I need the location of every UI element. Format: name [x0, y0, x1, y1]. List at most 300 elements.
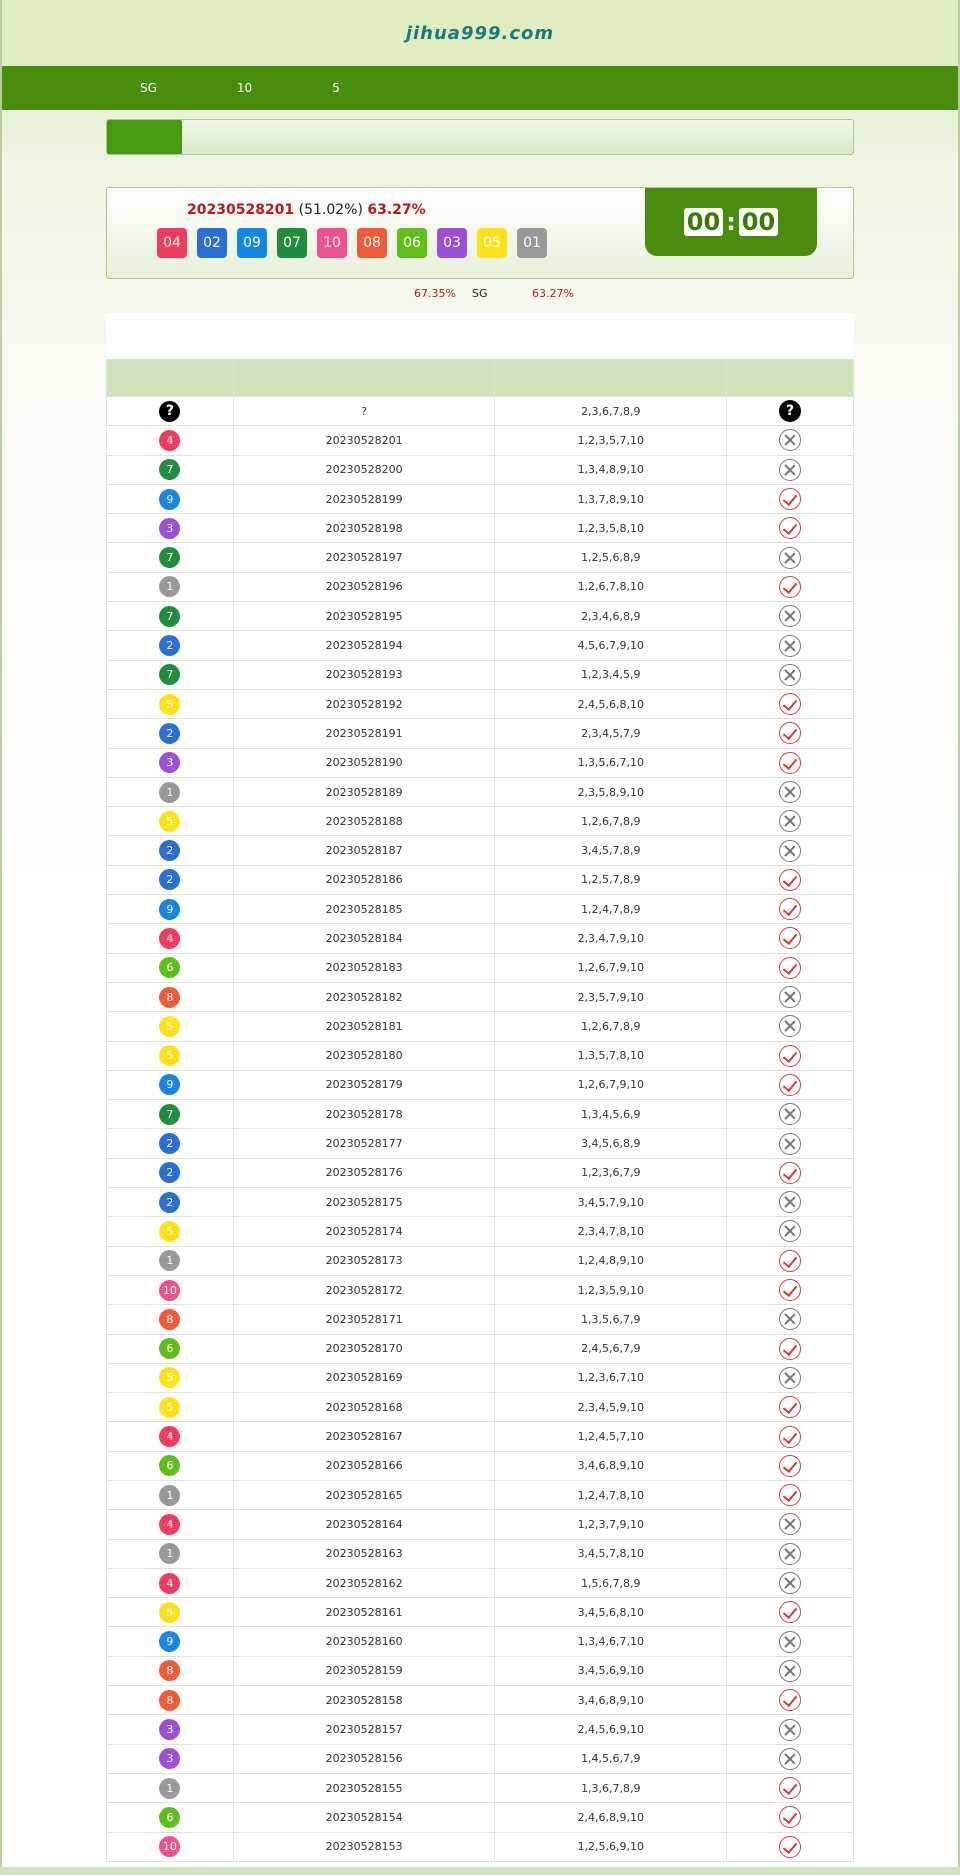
nav-item-sg[interactable]: SG: [140, 81, 157, 95]
check-icon: [779, 1426, 801, 1448]
row-plan-cell: 1,3,5,7,8,10: [495, 1041, 727, 1070]
row-number-cell: [107, 660, 234, 689]
header-plan: [495, 360, 727, 397]
row-plan-cell: 1,3,5,6,7,10: [495, 748, 727, 777]
number-badge: 9: [159, 1631, 180, 1652]
check-icon: [779, 927, 801, 949]
result-ball: 08: [357, 228, 387, 258]
table-row: [107, 953, 854, 982]
row-issue-cell: 20230528186: [233, 865, 495, 894]
timer-minutes: 00: [684, 208, 723, 236]
unknown-number-badge: ?: [159, 401, 180, 422]
row-result-cell: [727, 484, 854, 513]
number-badge: 6: [159, 1338, 180, 1359]
cross-icon: [779, 840, 801, 862]
row-result-cell: [727, 1598, 854, 1627]
cross-icon: [779, 1543, 801, 1565]
result-ball: 07: [277, 228, 307, 258]
row-issue-cell: 20230528176: [233, 1158, 495, 1187]
tab-7[interactable]: [555, 120, 630, 154]
row-plan-cell: 1,2,6,7,8,10: [495, 572, 727, 601]
row-result-cell: [727, 1129, 854, 1158]
row-issue-cell: 20230528180: [233, 1041, 495, 1070]
row-result-cell: [727, 572, 854, 601]
row-plan-cell: 3,4,5,7,9,10: [495, 1188, 727, 1217]
row-number-cell: [107, 1832, 234, 1861]
number-badge: 3: [159, 1748, 180, 1769]
row-number-cell: [107, 865, 234, 894]
row-plan-cell: 1,2,4,7,8,10: [495, 1480, 727, 1509]
number-badge: 1: [159, 1778, 180, 1799]
row-issue-cell: 20230528197: [233, 543, 495, 572]
cross-icon: [779, 1103, 801, 1125]
table-row: [107, 1070, 854, 1099]
row-issue-cell: 20230528196: [233, 572, 495, 601]
tab-3[interactable]: [256, 120, 331, 154]
table-row: [107, 1539, 854, 1568]
row-issue-cell: 20230528191: [233, 719, 495, 748]
number-badge: 3: [159, 1719, 180, 1740]
cross-icon: [779, 1572, 801, 1594]
row-result-cell: [727, 631, 854, 660]
check-icon: [779, 722, 801, 744]
number-badge: 9: [159, 1074, 180, 1095]
row-result-cell: [727, 1422, 854, 1451]
row-issue-cell: 20230528171: [233, 1305, 495, 1334]
row-result-cell: [727, 514, 854, 543]
number-badge: 9: [159, 489, 180, 510]
row-number-cell: [107, 1686, 234, 1715]
row-number-cell: [107, 1305, 234, 1334]
countdown-timer: [645, 188, 817, 256]
number-badge: 4: [159, 1514, 180, 1535]
row-issue-cell: 20230528188: [233, 807, 495, 836]
table-row: [107, 748, 854, 777]
table-row: [107, 1393, 854, 1422]
number-badge: 5: [159, 811, 180, 832]
row-result-cell: [727, 982, 854, 1011]
table-row: [107, 1715, 854, 1744]
row-result-cell: [727, 1012, 854, 1041]
row-issue-cell: 20230528200: [233, 455, 495, 484]
row-plan-cell: 1,2,3,5,7,10: [495, 426, 727, 455]
row-result-cell: [727, 1158, 854, 1187]
row-number-cell: [107, 426, 234, 455]
row-plan-cell: 2,3,6,7,8,9: [495, 397, 727, 426]
table-row: [107, 1246, 854, 1275]
row-issue-cell: 20230528162: [233, 1568, 495, 1597]
table-row: [107, 660, 854, 689]
tab-4[interactable]: [331, 120, 406, 154]
row-issue-cell: 20230528179: [233, 1070, 495, 1099]
table-row: [107, 1510, 854, 1539]
row-result-cell: [727, 1480, 854, 1509]
row-number-cell: [107, 807, 234, 836]
result-ball: 06: [397, 228, 427, 258]
number-badge: 7: [159, 547, 180, 568]
row-issue-cell: 20230528157: [233, 1715, 495, 1744]
cross-icon: [779, 1748, 801, 1770]
row-plan-cell: 2,4,6,8,9,10: [495, 1803, 727, 1832]
row-number-cell: [107, 1598, 234, 1627]
row-number-cell: [107, 924, 234, 953]
row-result-cell: [727, 748, 854, 777]
row-result-cell: [727, 807, 854, 836]
row-plan-cell: 1,2,5,6,9,10: [495, 1832, 727, 1861]
check-icon: [779, 1836, 801, 1858]
cross-icon: [779, 1719, 801, 1741]
number-badge: 7: [159, 1104, 180, 1125]
table-row: [107, 1686, 854, 1715]
result-ball: 04: [157, 228, 187, 258]
number-badge: 6: [159, 957, 180, 978]
draw-result-balls: [157, 228, 557, 258]
tab-10[interactable]: [778, 120, 853, 154]
row-issue-cell: 20230528161: [233, 1598, 495, 1627]
cross-icon: [779, 547, 801, 569]
row-number-cell: [107, 719, 234, 748]
row-number-cell: [107, 484, 234, 513]
number-badge: 2: [159, 840, 180, 861]
row-result-cell: [727, 1832, 854, 1861]
row-issue-cell: 20230528201: [233, 426, 495, 455]
row-plan-cell: 1,2,3,6,7,10: [495, 1363, 727, 1392]
number-badge: 8: [159, 1309, 180, 1330]
row-number-cell: [107, 953, 234, 982]
row-issue-cell: 20230528158: [233, 1686, 495, 1715]
check-icon: [779, 488, 801, 510]
page-footer: [0, 1867, 960, 1875]
number-badge: 8: [159, 1690, 180, 1711]
cross-icon: [779, 1631, 801, 1653]
check-icon: [779, 517, 801, 539]
check-icon: [779, 1806, 801, 1828]
row-number-cell: [107, 836, 234, 865]
row-issue-cell: 20230528183: [233, 953, 495, 982]
table-row: [107, 924, 854, 953]
row-issue-cell: 20230528155: [233, 1773, 495, 1802]
row-number-cell: [107, 1451, 234, 1480]
cross-icon: [779, 1220, 801, 1242]
row-issue-cell: ?: [233, 397, 495, 426]
row-issue-cell: 20230528154: [233, 1803, 495, 1832]
row-issue-cell: 20230528163: [233, 1539, 495, 1568]
table-row: [107, 1598, 854, 1627]
row-issue-cell: 20230528192: [233, 689, 495, 718]
number-badge: 7: [159, 606, 180, 627]
table-row: [107, 865, 854, 894]
result-ball: 01: [517, 228, 547, 258]
row-plan-cell: 1,2,4,5,7,10: [495, 1422, 727, 1451]
row-issue-cell: 20230528153: [233, 1832, 495, 1861]
row-number-cell: [107, 1129, 234, 1158]
history-table: [106, 359, 854, 1862]
table-row: [107, 1832, 854, 1861]
row-plan-cell: 2,4,5,6,8,10: [495, 689, 727, 718]
row-issue-cell: 20230528175: [233, 1188, 495, 1217]
check-icon: [779, 898, 801, 920]
table-row: [107, 777, 854, 806]
row-issue-cell: 20230528168: [233, 1393, 495, 1422]
number-badge: 7: [159, 459, 180, 480]
table-header-row: [107, 360, 854, 397]
stat-middle: SG: [472, 287, 488, 300]
number-badge: 6: [159, 1807, 180, 1828]
number-badge: 8: [159, 1660, 180, 1681]
tab-9[interactable]: [704, 120, 779, 154]
number-badge: 5: [159, 694, 180, 715]
row-result-cell: [727, 1188, 854, 1217]
current-issue-line: [187, 202, 426, 218]
table-row: [107, 572, 854, 601]
table-row: [107, 719, 854, 748]
row-number-cell: [107, 1275, 234, 1304]
cross-icon: [779, 635, 801, 657]
row-number-cell: [107, 1422, 234, 1451]
nav-item-10[interactable]: 10: [236, 81, 253, 95]
row-result-cell: [727, 455, 854, 484]
row-result-cell: [727, 719, 854, 748]
table-row: [107, 484, 854, 513]
position-tabs: [106, 119, 854, 155]
tab-2[interactable]: [182, 120, 257, 154]
row-result-cell: [727, 1744, 854, 1773]
row-plan-cell: 3,4,6,8,9,10: [495, 1451, 727, 1480]
row-number-cell: [107, 1100, 234, 1129]
row-plan-cell: 1,2,6,7,8,9: [495, 807, 727, 836]
table-row: [107, 895, 854, 924]
row-issue-cell: 20230528189: [233, 777, 495, 806]
number-badge: 2: [159, 635, 180, 656]
row-plan-cell: 2,3,4,7,9,10: [495, 924, 727, 953]
number-badge: 5: [159, 1045, 180, 1066]
row-plan-cell: 1,3,7,8,9,10: [495, 484, 727, 513]
header-number: [107, 360, 234, 397]
row-plan-cell: 1,2,6,7,8,9: [495, 1012, 727, 1041]
row-plan-cell: 2,3,5,8,9,10: [495, 777, 727, 806]
check-icon: [779, 869, 801, 891]
row-number-cell: [107, 1539, 234, 1568]
tab-1[interactable]: [107, 120, 182, 154]
row-issue-cell: 20230528195: [233, 602, 495, 631]
row-number-cell: [107, 777, 234, 806]
number-badge: 4: [159, 1573, 180, 1594]
cross-icon: [779, 1660, 801, 1682]
check-icon: [779, 1455, 801, 1477]
table-row: [107, 1422, 854, 1451]
row-result-cell: [727, 836, 854, 865]
tab-5[interactable]: [405, 120, 480, 154]
row-plan-cell: 1,3,4,6,7,10: [495, 1627, 727, 1656]
table-row: [107, 1451, 854, 1480]
row-number-cell: [107, 1715, 234, 1744]
row-issue-cell: 20230528181: [233, 1012, 495, 1041]
row-number-cell: [107, 1393, 234, 1422]
row-plan-cell: 2,3,5,7,9,10: [495, 982, 727, 1011]
row-plan-cell: 1,4,5,6,7,9: [495, 1744, 727, 1773]
table-row: [107, 455, 854, 484]
row-plan-cell: 1,2,6,7,9,10: [495, 953, 727, 982]
number-badge: 7: [159, 664, 180, 685]
number-badge: 4: [159, 430, 180, 451]
row-result-cell: [727, 1363, 854, 1392]
row-number-cell: [107, 631, 234, 660]
row-plan-cell: 2,3,4,5,9,10: [495, 1393, 727, 1422]
row-plan-cell: 1,2,4,8,9,10: [495, 1246, 727, 1275]
table-row: [107, 543, 854, 572]
table-row: [107, 397, 854, 426]
row-result-cell: [727, 1510, 854, 1539]
number-badge: 2: [159, 1192, 180, 1213]
row-number-cell: [107, 1627, 234, 1656]
row-issue-cell: 20230528160: [233, 1627, 495, 1656]
row-result-cell: [727, 1715, 854, 1744]
row-number-cell: [107, 1070, 234, 1099]
row-plan-cell: 1,2,3,7,9,10: [495, 1510, 727, 1539]
row-result-cell: [727, 1275, 854, 1304]
table-row: [107, 514, 854, 543]
number-badge: 10: [159, 1836, 180, 1857]
check-icon: [779, 1074, 801, 1096]
check-icon: [779, 1250, 801, 1272]
row-number-cell: [107, 1568, 234, 1597]
table-row: [107, 602, 854, 631]
row-number-cell: [107, 455, 234, 484]
row-result-cell: [727, 1305, 854, 1334]
tab-8[interactable]: [629, 120, 704, 154]
table-row: [107, 807, 854, 836]
row-number-cell: [107, 982, 234, 1011]
nav-item-5[interactable]: 5: [332, 81, 340, 95]
table-row: [107, 982, 854, 1011]
table-row: [107, 1217, 854, 1246]
cross-icon: [779, 605, 801, 627]
table-row: [107, 1656, 854, 1685]
number-badge: 1: [159, 1485, 180, 1506]
row-result-cell: [727, 1070, 854, 1099]
issue-rate: (51.02%): [294, 202, 368, 218]
cross-icon: [779, 1308, 801, 1330]
row-number-cell: [107, 1744, 234, 1773]
table-row: [107, 1305, 854, 1334]
table-row: [107, 1334, 854, 1363]
number-badge: 2: [159, 1162, 180, 1183]
number-badge: 5: [159, 1016, 180, 1037]
overall-rate: 63.27%: [367, 202, 426, 218]
row-issue-cell: 20230528169: [233, 1363, 495, 1392]
table-title: [106, 313, 854, 359]
row-number-cell: [107, 1656, 234, 1685]
row-number-cell: [107, 1334, 234, 1363]
stat-left: 67.35%: [414, 287, 456, 300]
row-plan-cell: 2,3,4,6,8,9: [495, 602, 727, 631]
row-issue-cell: 20230528165: [233, 1480, 495, 1509]
row-number-cell: [107, 543, 234, 572]
row-plan-cell: 1,2,3,4,5,9: [495, 660, 727, 689]
row-number-cell: [107, 1012, 234, 1041]
table-row: [107, 1100, 854, 1129]
table-row: [107, 836, 854, 865]
row-issue-cell: 20230528166: [233, 1451, 495, 1480]
row-issue-cell: 20230528178: [233, 1100, 495, 1129]
check-icon: [779, 576, 801, 598]
row-number-cell: [107, 1510, 234, 1539]
number-badge: 1: [159, 1543, 180, 1564]
table-row: [107, 1129, 854, 1158]
row-number-cell: [107, 1773, 234, 1802]
number-badge: 6: [159, 1455, 180, 1476]
cross-icon: [779, 810, 801, 832]
row-issue-cell: 20230528182: [233, 982, 495, 1011]
row-issue-cell: 20230528173: [233, 1246, 495, 1275]
table-row: [107, 1803, 854, 1832]
question-icon: ?: [779, 400, 801, 422]
row-result-cell: [727, 1656, 854, 1685]
row-result-cell: [727, 1773, 854, 1802]
number-badge: 3: [159, 518, 180, 539]
row-result-cell: [727, 1451, 854, 1480]
row-plan-cell: 2,4,5,6,7,9: [495, 1334, 727, 1363]
cross-icon: [779, 459, 801, 481]
row-result-cell: [727, 1334, 854, 1363]
check-icon: [779, 752, 801, 774]
row-plan-cell: 2,4,5,6,9,10: [495, 1715, 727, 1744]
number-badge: 8: [159, 987, 180, 1008]
number-badge: 5: [159, 1367, 180, 1388]
number-badge: 1: [159, 576, 180, 597]
table-row: [107, 689, 854, 718]
row-result-cell: [727, 953, 854, 982]
row-issue-cell: 20230528177: [233, 1129, 495, 1158]
cross-icon: [779, 781, 801, 803]
row-result-cell: [727, 865, 854, 894]
row-number-cell: [107, 689, 234, 718]
check-icon: [779, 1484, 801, 1506]
number-badge: 4: [159, 1426, 180, 1447]
row-result-cell: [727, 1686, 854, 1715]
table-row: [107, 1012, 854, 1041]
cross-icon: [779, 1015, 801, 1037]
row-issue-cell: 20230528187: [233, 836, 495, 865]
number-badge: 2: [159, 869, 180, 890]
row-number-cell: [107, 1158, 234, 1187]
row-plan-cell: 3,4,5,7,8,10: [495, 1539, 727, 1568]
timer-seconds: 00: [739, 208, 778, 236]
result-ball: 03: [437, 228, 467, 258]
row-number-cell: [107, 1246, 234, 1275]
cross-icon: [779, 664, 801, 686]
site-logo[interactable]: jihua999.com: [405, 22, 555, 44]
row-plan-cell: 1,2,3,5,8,10: [495, 514, 727, 543]
row-issue-cell: 20230528172: [233, 1275, 495, 1304]
tab-6[interactable]: [480, 120, 555, 154]
timer-separator: :: [726, 208, 736, 236]
header-result: [727, 360, 854, 397]
row-issue-cell: 20230528185: [233, 895, 495, 924]
number-badge: 2: [159, 723, 180, 744]
row-result-cell: [727, 426, 854, 455]
row-plan-cell: 2,3,4,7,8,10: [495, 1217, 727, 1246]
row-issue-cell: 20230528156: [233, 1744, 495, 1773]
row-result-cell: [727, 1246, 854, 1275]
row-plan-cell: 3,4,5,6,9,10: [495, 1656, 727, 1685]
check-icon: [779, 1338, 801, 1360]
row-number-cell: [107, 1480, 234, 1509]
table-row: [107, 631, 854, 660]
check-icon: [779, 1777, 801, 1799]
row-result-cell: [727, 689, 854, 718]
row-issue-cell: 20230528194: [233, 631, 495, 660]
